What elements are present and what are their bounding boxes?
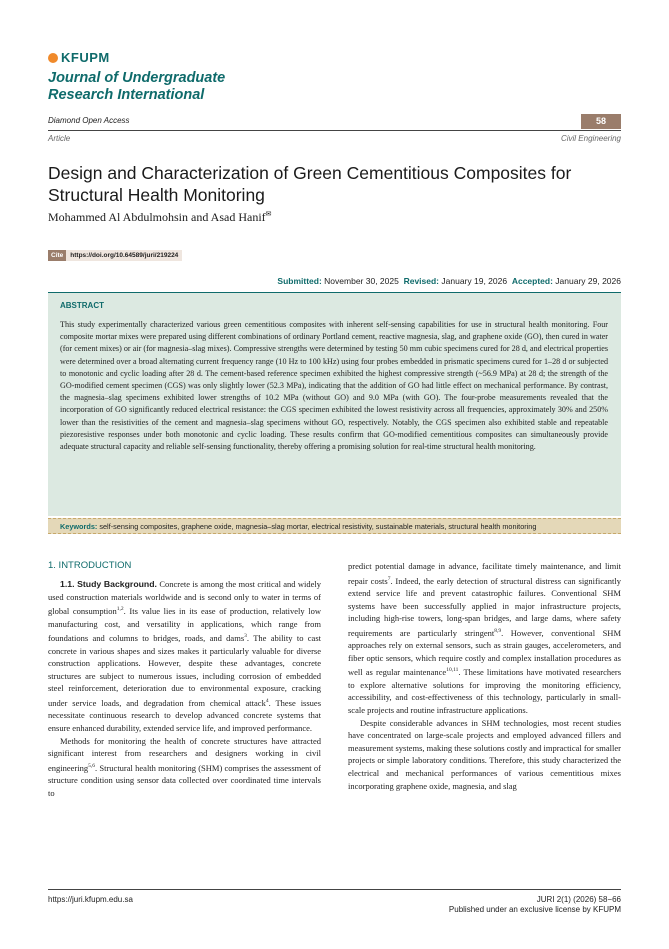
kfupm-logo [48,50,110,65]
paragraph-text: Despite considerable advances in SHM technologies, most recent studies have concentrated on large-scale projects and employed advanced fillers and measurement systems, making these solutions costly and impractical for smaller projects or simple laboratory conditions. Therefore, this study characterized the electrical and mechanical performances of various cementitious mixes incorporating graphene oxide, magnesia, and slag [348,717,621,791]
reference-link[interactable]: 5,6 [88,762,95,769]
journal-name-line1: Journal of Undergraduate [48,70,226,86]
footer-citation: JURI 2(1) (2026) 58−66 [536,895,621,904]
section-title-introduction: 1. INTRODUCTION [48,560,132,571]
submitted-date: November 30, 2025 [324,276,399,286]
paragraph-text: Concrete is among the most critical and widely used construction materials worldwide and is second only to water in terms of global consumption [48,579,322,617]
article-category: Civil Engineering [560,134,621,143]
corresponding-author-mail-icon[interactable]: ✉ [265,210,272,218]
body-column-right [348,560,621,792]
revised-label: Revised: [403,276,440,286]
article-type: Article [48,134,71,143]
body-paragraph [48,735,321,800]
body-paragraph [348,560,621,717]
kfupm-logo-icon [48,53,58,63]
journal-name-line2: Research International [48,87,205,103]
keywords-bar [48,518,621,534]
abstract-box [48,292,621,516]
author-list [48,210,272,225]
submitted-label: Submitted: [277,276,322,286]
paragraph-text: Methods for monitoring the health of concrete structures have attracted significant interest from researchers and designers working in civil engineering [48,735,321,773]
footer-citation-block [449,895,621,915]
paragraph-text: predict potential damage in advance, facilitate timely maintenance, and limit repair costs [348,561,621,586]
article-title: Design and Characterization of Green Cementitious Composites for Structural Health Monitoring [48,163,572,205]
cite-block [48,250,182,261]
reference-link[interactable]: 1,2 [116,606,124,613]
logo-text: KFUPM [61,50,110,65]
open-access-label: Diamond Open Access [48,116,130,125]
abstract-heading: ABSTRACT [60,301,104,310]
accepted-label: Accepted: [511,276,553,286]
header-rule [48,130,621,131]
paragraph-text: . Structural health monitoring (SHM) comprises the assessment of structure condition using sensor data collected over coordinated time intervals to [48,762,321,798]
keywords-label: Keywords: [60,522,98,531]
body-paragraph [48,578,321,735]
journal-name [48,70,225,104]
authors-text: Mohammed Al Abdulmohsin and Asad Hanif [48,210,266,224]
footer-rule [48,889,621,890]
cite-badge[interactable]: Cite [48,250,66,261]
footer-license: Published under an exclusive license by KFUPM [448,905,621,914]
reference-link[interactable]: 4 [265,698,269,704]
body-paragraph [348,717,621,793]
paragraph-text: . The ability to cast concrete in various shapes and sizes makes it particularly valuable for diverse construction applications. However, despite these advantages, concrete structures are subject to numerous issues, including corrosion of embedded steel reinforcement, deterioration due to environmental exposure, cracking under service loads, and degradation from chemical attack [48,633,321,708]
accepted-date: January 29, 2026 [555,276,621,286]
reference-link[interactable]: 8,9 [494,627,502,634]
paragraph-text: . These limitations have motivated researchers to explore alternative solutions for improving the monitoring efficiency, accessibility, and cost-effectiveness of this technology, particularly in small-scale projects and routine infrastructure applications. [348,667,621,716]
abstract-text: This study experimentally characterized various green cementitious composites with inherent self-sensing capabilities for use in structural health monitoring. Four composite mortar mixes were prepared using different combinations of ordinary Portland cement, reactive magnesia, slag, and graphene oxide (GO), then cured in water (for cement mixes) or air (for magnesia–slag mixes). Compressive strengths were determined by testing 50 mm cubic specimens cured for 28 d, and electrical properties were determined over a broad alternating current frequency range (10 Hz to 100 kHz) using four probes embedded in prismatic specimens cured for 1–28 d or subjected to monotonic and cyclic loading after 28 d. The cement-based reference specimen exhibited the highest compressive strength (~56.9 MPa) at 28 d; the strength of the GO-modified cement specimen (CGS) was only slightly lower (52.3 MPa), indicating that the addition of GO had little effect on mechanical performance. By contrast, the magnesia–slag specimens exhibited lower strengths of 10.2 MPa (without GO) and 9.0 MPa (with GO). The four-probe measurements revealed that the incorporation of GO significantly reduced electrical resistance: the CGS specimen exhibited the lowest resistivity across all frequencies, approximately 30% and 250% lower than the resistivities of the cement and magnesia–slag specimens without GO, respectively. Notably, the CGS specimen also exhibited stable and repeatable piezoresistive responses under both monotonic and cyclic loading. These results confirm that GO-modified cementitious composites can simultaneously provide adequate structural capacity and reliable self-sensing functionality, thereby offering a promising solution for real-time structural health monitoring. [60,320,608,452]
body-column-left [48,578,321,799]
reference-link[interactable]: 3 [244,633,247,640]
page-number-badge: 58 [581,114,621,129]
journal-url-link[interactable]: https://juri.kfupm.edu.sa [48,895,133,904]
paragraph-text: . Its value lies in its ease of production, relatively low manufacturing cost, and versatility in applications, which range from foundations and columns to bridges, roads, and dams [48,606,321,644]
doi-link[interactable]: https://doi.org/10.64589/juri/219224 [66,250,182,261]
paragraph-text: . Indeed, the early detection of structural distress can significantly extend service life and prevent catastrophic failures. Conventional SHM systems have been successfully applied in major infrastructure projects, including high-rise towers, long-span bridges, and large dams, where safety requirements are particularly stringent [348,575,621,638]
paragraph-text: . However, conventional SHM approaches rely on external sensors, such as strain gauges, accelerometers, and fiber optic sensors, which require costly and complex installation procedures as well as regular maintenance [348,627,621,678]
article-dates [277,276,621,286]
reference-link[interactable]: 7 [387,575,391,582]
subsection-title: 1.1. Study Background. [60,579,157,589]
keywords-list: self-sensing composites, graphene oxide, magnesia–slag mortar, electrical resistivity, sustainable materials, structural health monitoring [99,522,537,531]
revised-date: January 19, 2026 [441,276,508,286]
reference-link[interactable]: 10,11 [446,667,459,674]
paragraph-text: . These issues necessitate continuous research to develop advanced concrete systems that ensure enhanced durability, extended service life, and improved performance. [48,697,321,734]
